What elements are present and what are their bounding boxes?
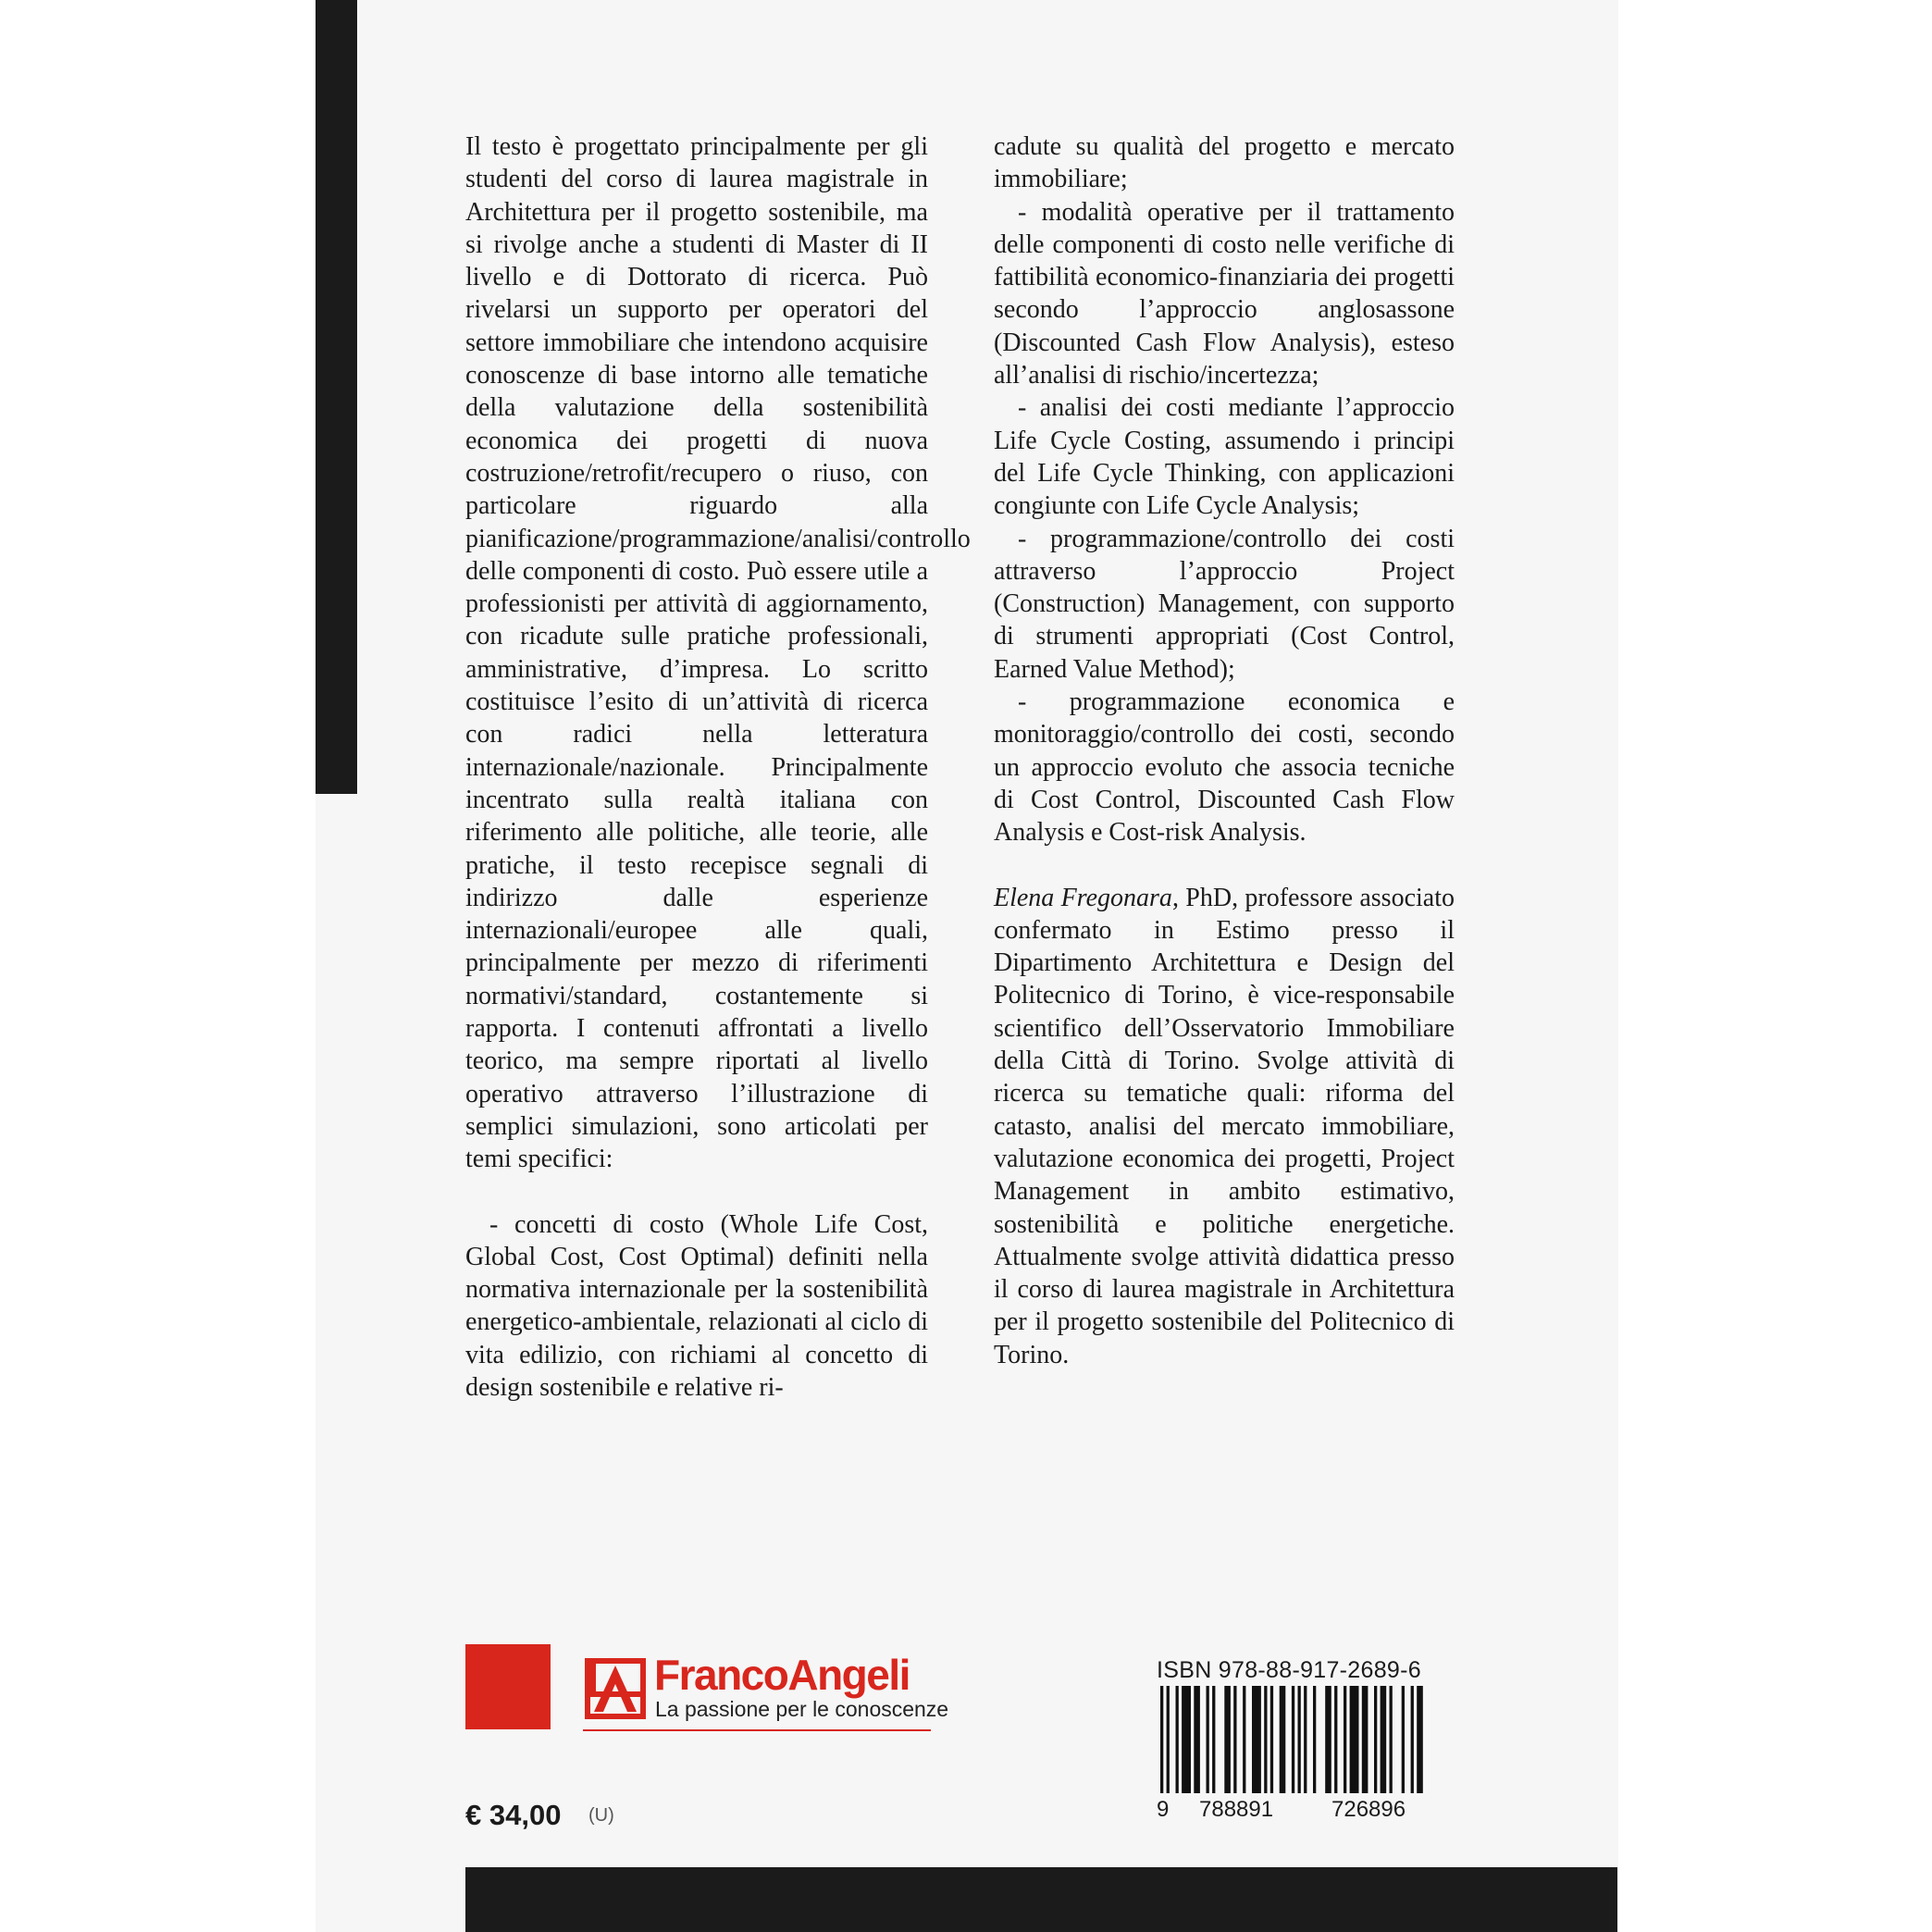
author-bio-text: , PhD, professore associato confermato in Estimo presso il Dipartimento Architettura e Design del Politecnico di Torino, è vice-responsabile scientifico dell’Osservatorio Immobiliare della Città di Torino. Svolge attività di ricerca su tematiche quali: riforma del catasto, analisi del mercato immobiliare, valutazione economica dei progetti, Project Management in ambito estimativo, sostenibilità e politiche energetiche. Attualmente svolge attività didattica presso il corso di laurea magistrale in Architettura per il progetto sostenibile del Politecnico di Torino. (994, 883, 1455, 1369)
topic-item-economic-programming: - programmazione economica e monitoraggio/controllo dei costi, secondo un approccio evoluto che associa tecniche di Cost Control, Discounted Cash Flow Analysis e Cost-risk Analysis. (994, 687, 1455, 848)
description-paragraph: Il testo è progettato principalmente per gli studenti del corso di laurea magistrale in Architettura per il progetto sostenibile, ma si rivolge anche a studenti di Master di II livello e di Dottorato di ricerca. Può rivelarsi un supporto per operatori del settore immobiliare che intendono acquisire conoscenze di base intorno alle tematiche della valutazione della sostenibilità economica dei progetti di nuova costruzione/retrofit/recupero o riuso, con particolare riguardo alla pianificazione/programmazione/analisi/controllo delle componenti di costo. Può essere utile a professionisti per attività di aggiornamento, con ricadute sulle pratiche professionali, amministrative, d’impresa. Lo scritto costituisce l’esito di un’attività di ricerca con radici nella letteratura internazionale/nazionale. Principalmente incentrato sulla realtà italiana con riferimento alle politiche, alle teorie, alle pratiche, il testo recepisce segnali di indirizzo dalle esperienze internazionali/europee alle quali, principalmente per mezzo di riferimenti normativi/standard, costantemente si rapporta. I contenuti affrontati a livello teorico, ma sempre riportati al livello operativo attraverso l’illustrazione di semplici simulazioni, sono articolati per temi specifici: (465, 132, 971, 1174)
isbn-label: ISBN 978-88-917-2689-6 (1157, 1657, 1421, 1683)
barcode-bar (1233, 1686, 1236, 1793)
barcode-bar (1417, 1686, 1423, 1793)
barcode-bar (1243, 1686, 1245, 1793)
topic-continuation: cadute su qualità del progetto e mercato immobiliare; (994, 132, 1455, 194)
publisher-tagline: La passione per le conoscenze (655, 1697, 949, 1721)
author-name: Elena Fregonara (994, 883, 1172, 912)
black-bottom-band (465, 1867, 1617, 1932)
price-code: (U) (588, 1805, 614, 1826)
topic-item-life-cycle-costing: - analisi dei costi mediante l’approccio Life Cycle Costing, assumendo i principi del Life Cycle Thinking, con applicazioni congiunte con Life Cycle Analysis; (994, 393, 1455, 521)
barcode-bar (1313, 1686, 1316, 1793)
barcode-bar (1411, 1686, 1414, 1793)
publisher-name: FrancoAngeli (654, 1651, 910, 1699)
barcode-bar (1212, 1686, 1215, 1793)
author-bio (994, 882, 1455, 1371)
topic-item-feasibility: - modalità operative per il trattamento delle componenti di costo nelle verifiche di fattibilità economico-finanziaria dei progetti secondo l’approccio anglosassone (Discounted Cash Flow Analysis), esteso all’analisi di rischio/incertezza; (994, 197, 1455, 390)
barcode-bar (1350, 1686, 1359, 1793)
red-square-mark (465, 1644, 551, 1729)
publisher-logo (583, 1651, 949, 1732)
publisher-logo-icon (583, 1656, 648, 1721)
barcode-bar (1344, 1686, 1346, 1793)
barcode-digit-first: 9 (1157, 1797, 1170, 1822)
description-column-left (465, 130, 971, 1404)
barcode-bar (1270, 1686, 1273, 1793)
barcode-bar (1167, 1686, 1170, 1793)
topic-item-project-management: - programmazione/controllo dei costi attraverso l’approccio Project (Construction) Management, con supporto di strumenti appropriati (Cost Control, Earned Value Method); (994, 524, 1455, 684)
barcode-bar (1298, 1686, 1301, 1793)
price: € 34,00 (465, 1799, 562, 1831)
barcode (1157, 1686, 1430, 1793)
barcode-bar (1264, 1686, 1267, 1793)
barcode-bar (1374, 1686, 1377, 1793)
publisher-rule (583, 1729, 931, 1731)
barcode-bar (1176, 1686, 1179, 1793)
barcode-bar (1381, 1686, 1387, 1793)
barcode-digits-right: 726896 (1331, 1797, 1406, 1822)
barcode-bar (1160, 1686, 1163, 1793)
barcode-bar (1304, 1686, 1307, 1793)
barcode-bar (1207, 1686, 1209, 1793)
barcode-bar (1252, 1686, 1261, 1793)
barcode-bar (1390, 1686, 1393, 1793)
barcode-bar (1182, 1686, 1191, 1793)
topic-item-cost-concepts: - concetti di costo (Whole Life Cost, Global Cost, Cost Optimal) definiti nella normativa internazionale per la sostenibilità energetico-ambientale, relazionati al ciclo di vita edilizio, con richiami al concetto di design sostenibile e relative ri- (465, 1209, 928, 1402)
barcode-bar (1334, 1686, 1337, 1793)
barcode-bar (1325, 1686, 1331, 1793)
barcode-bar (1402, 1686, 1405, 1793)
black-side-band (316, 0, 357, 794)
barcode-bar (1362, 1686, 1368, 1793)
barcode-bar (1224, 1686, 1231, 1793)
barcode-bar (1292, 1686, 1294, 1793)
description-column-right (994, 130, 1455, 1371)
barcode-bar (1280, 1686, 1286, 1793)
barcode-digits-left: 788891 (1199, 1797, 1274, 1822)
barcode-bar (1194, 1686, 1200, 1793)
